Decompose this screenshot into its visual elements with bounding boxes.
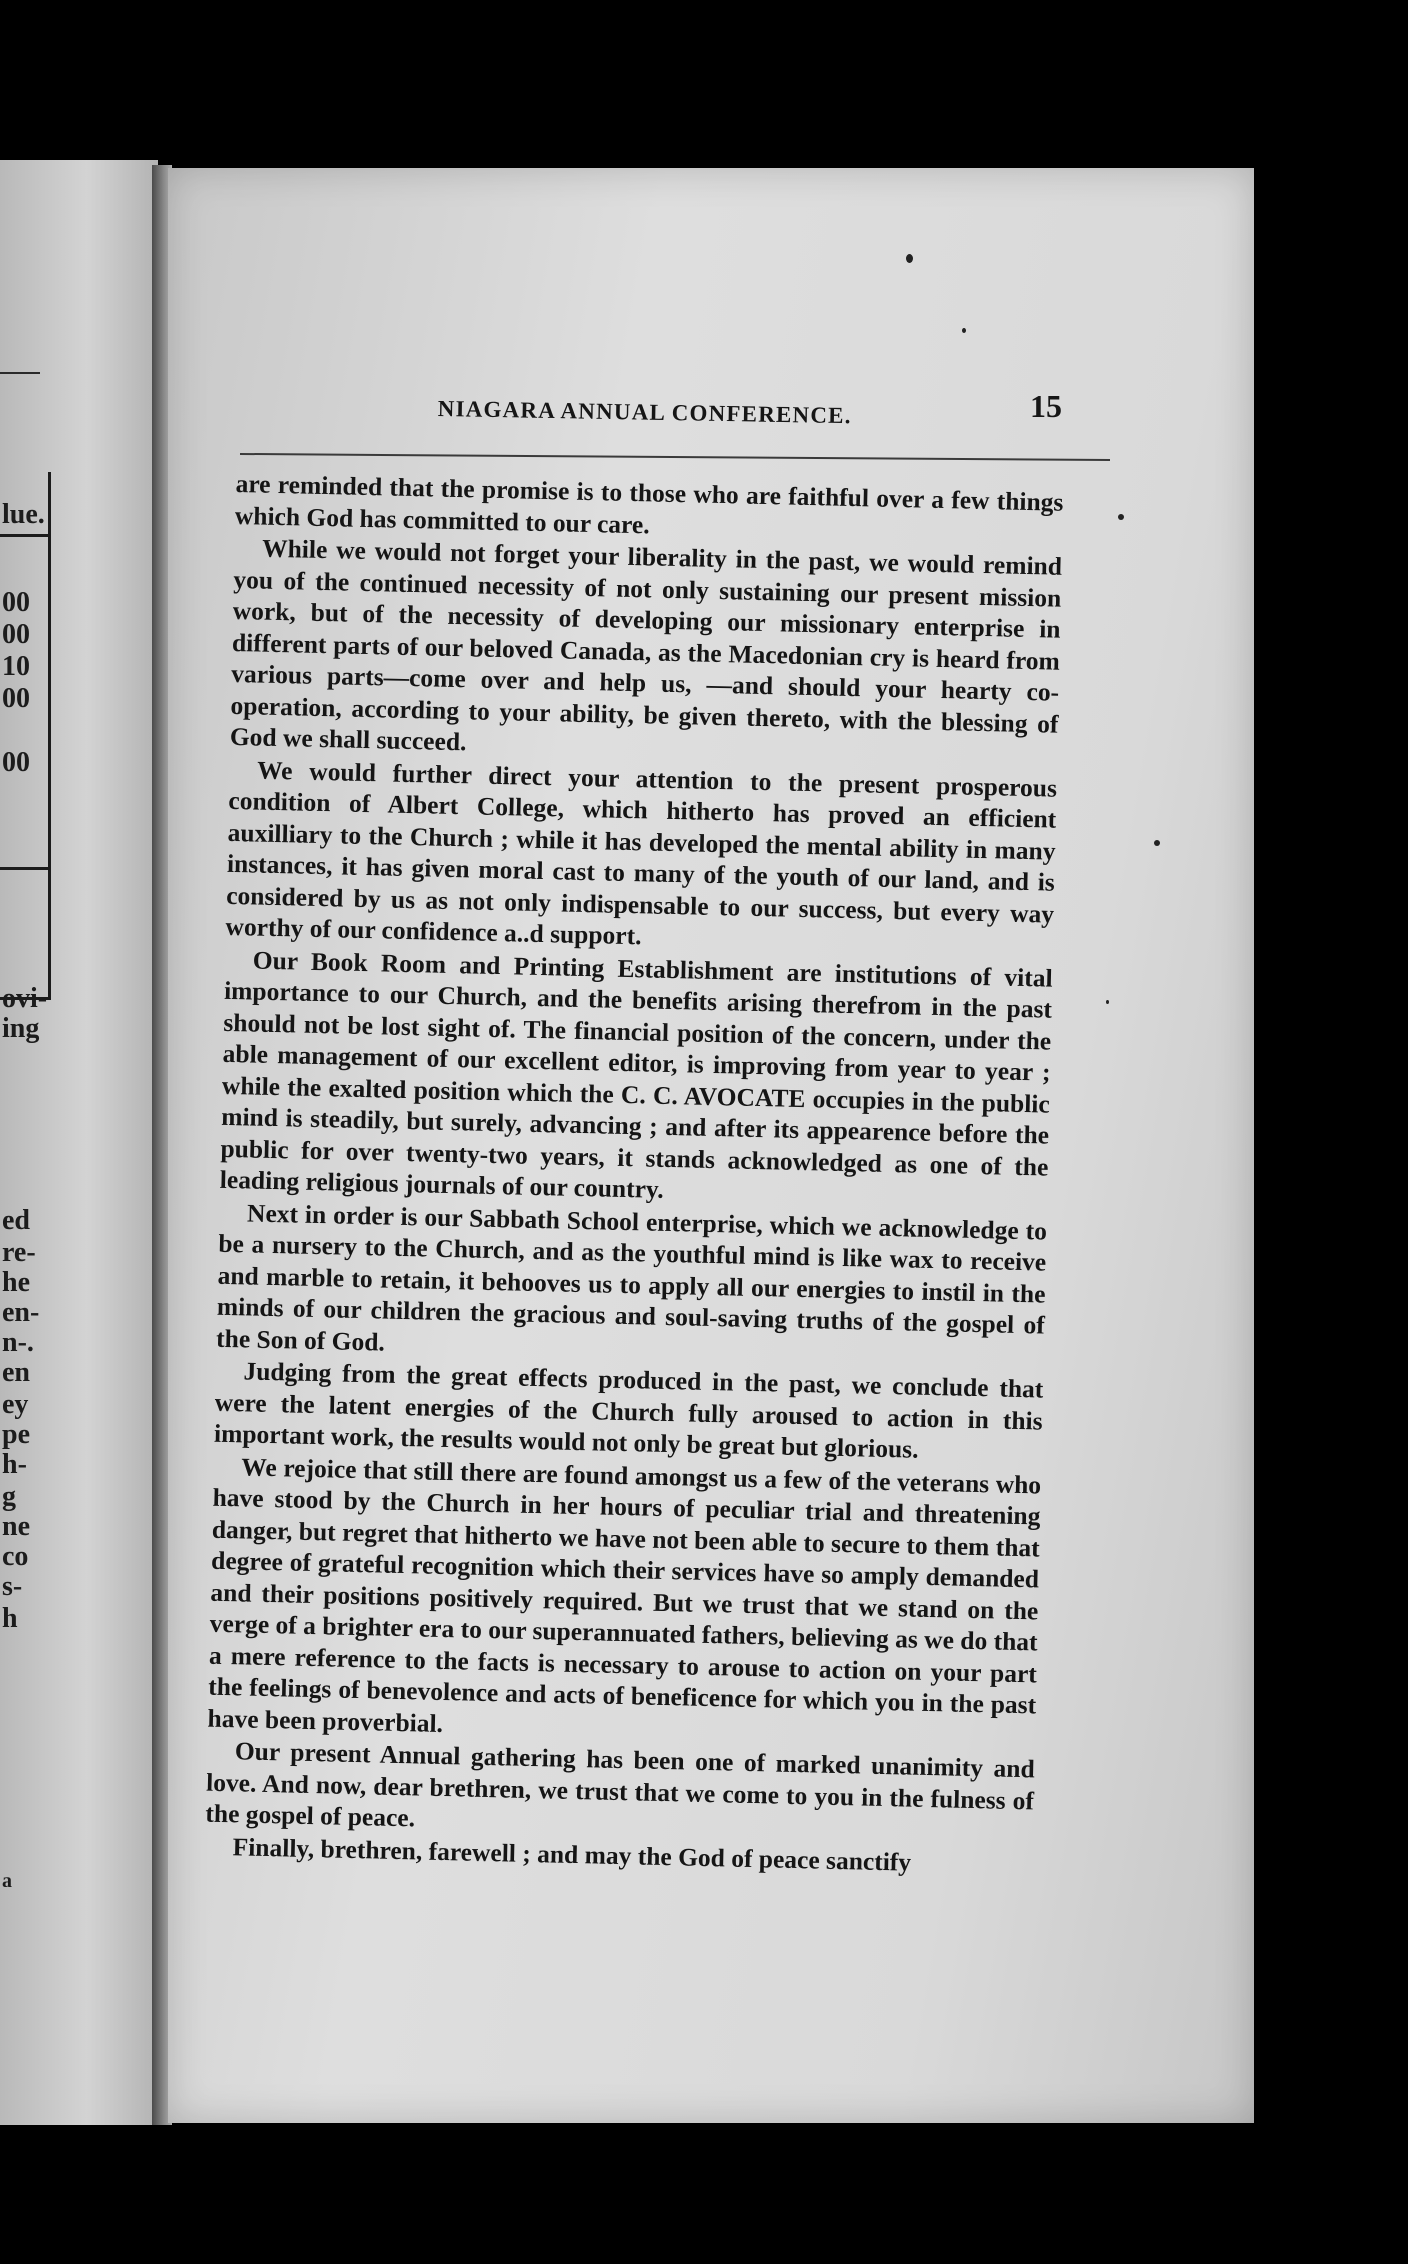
word-fragment: co: [2, 1541, 29, 1572]
book-page: [168, 168, 1254, 2123]
word-fragment: ing: [2, 1013, 40, 1044]
word-fragment: en-: [2, 1297, 40, 1328]
running-head: NIAGARA ANNUAL CONFERENCE.: [437, 396, 852, 429]
table-value: 10: [2, 651, 30, 682]
ink-speck: [1106, 1000, 1109, 1004]
table-header-rule: [0, 534, 48, 537]
word-fragment: h-: [2, 1449, 27, 1480]
paragraph: Judging from the great effects produced in the past, we conclude that were the latent energies of the Church fully aroused to action in this important work, the results would not only be great but glorious.: [213, 1356, 1044, 1464]
paragraph: We would further direct your attention to the present prosperous condition of Albert College, which hitherto has proved an efficient auxilliary to the Church ; while it has developed the mental ability in many instances, it has given moral cast to many of the youth of our land, and is considered by us as not only indispensable to our success, but every way worthy of our confidence a..d support.: [225, 755, 1058, 951]
ink-speck: [1154, 840, 1160, 846]
word-fragment: h: [2, 1603, 18, 1634]
left-facing-page: [0, 160, 158, 2125]
word-fragment: ovi-: [2, 983, 48, 1014]
word-fragment: ed: [2, 1205, 30, 1236]
paragraph: are reminded that the promise is to those who are faithful over a few things which God has committed to our care.: [234, 468, 1064, 539]
table-header-fragment: lue.: [2, 499, 45, 530]
word-fragment: he: [2, 1267, 30, 1298]
word-fragment: s-: [2, 1571, 23, 1602]
table-value: 00: [2, 619, 30, 650]
ink-speck: [906, 254, 913, 263]
table-value: 00: [2, 683, 30, 714]
word-fragment: ne: [2, 1511, 30, 1542]
table-total: 00: [2, 747, 30, 778]
body-text: [204, 468, 1063, 1880]
stray-mark: a: [2, 1870, 12, 1892]
paragraph: We rejoice that still there are found amongst us a few of the veterans who have stood by the Church in her hours of peculiar trial and threatening danger, but regret that hitherto we have not been able to secure to them that degree of grateful recognition which their services have so amply demanded and their positions positively required. But we trust that we stand on the verge of a brighter era to our superannuated fathers, believing as we do that a mere reference to the facts is necessary to arouse to action on your part the feelings of benevolence and acts of beneficence for which you in the past have been proverbial.: [207, 1451, 1042, 1738]
word-fragment: re-: [2, 1237, 36, 1268]
ink-speck: [962, 328, 966, 333]
word-fragment: n-.: [2, 1327, 34, 1358]
left-page-table-box: [0, 472, 51, 1000]
paragraph: Our present Annual gathering has been one of marked unanimity and love. And now, dear brethren, we trust that we come to you in the fulness of the gospel of peace.: [205, 1736, 1036, 1833]
paragraph: Our Book Room and Printing Establishment are institutions of vital importance to our Church, and the benefits arising therefrom in the past should not be lost sight of. The financial position of the concern, under the able management of our excellent editor, is improving from year to year ; while the exalted position which the C. C. AVOCATE occupies in the public mind is steadily, but surely, advancing ; and after its appearence before the public for over twenty-two years, it stands acknowledged as one of the leading religious journals of our country.: [219, 945, 1053, 1204]
page-number: 15: [1030, 388, 1062, 424]
paragraph: Finally, brethren, farewell ; and may the God of peace sanctify: [232, 1831, 912, 1877]
word-fragment: pe: [2, 1419, 30, 1450]
header-rule: [240, 453, 1110, 461]
word-fragment: ey: [2, 1389, 29, 1420]
paragraph: Next in order is our Sabbath School enterprise, which we acknowledge to be a nursery to the Church, and as the youthful mind is like wax to receive and marble to retain, it behooves us to apply all our energies to instil in the minds of our children the gracious and soul-saving truths of the gospel of the Son of God.: [215, 1197, 1048, 1357]
word-fragment: en: [2, 1357, 30, 1388]
paragraph: While we would not forget your liberality in the past, we would remind you of the continued necessity of not only sustaining our present mission work, but of the necessity of developing our missionary enterprise in different parts of our beloved Canada, as the Macedonian cry is heard from various parts—come over and help us, —and should your hearty co-operation, according to your ability, be given thereto, with the blessing of God we shall succeed.: [229, 533, 1063, 757]
left-page-rule: [0, 372, 40, 374]
word-fragment: g: [2, 1481, 16, 1512]
ink-speck: [1118, 514, 1124, 520]
table-total-rule: [0, 867, 48, 870]
table-value: 00: [2, 587, 30, 618]
